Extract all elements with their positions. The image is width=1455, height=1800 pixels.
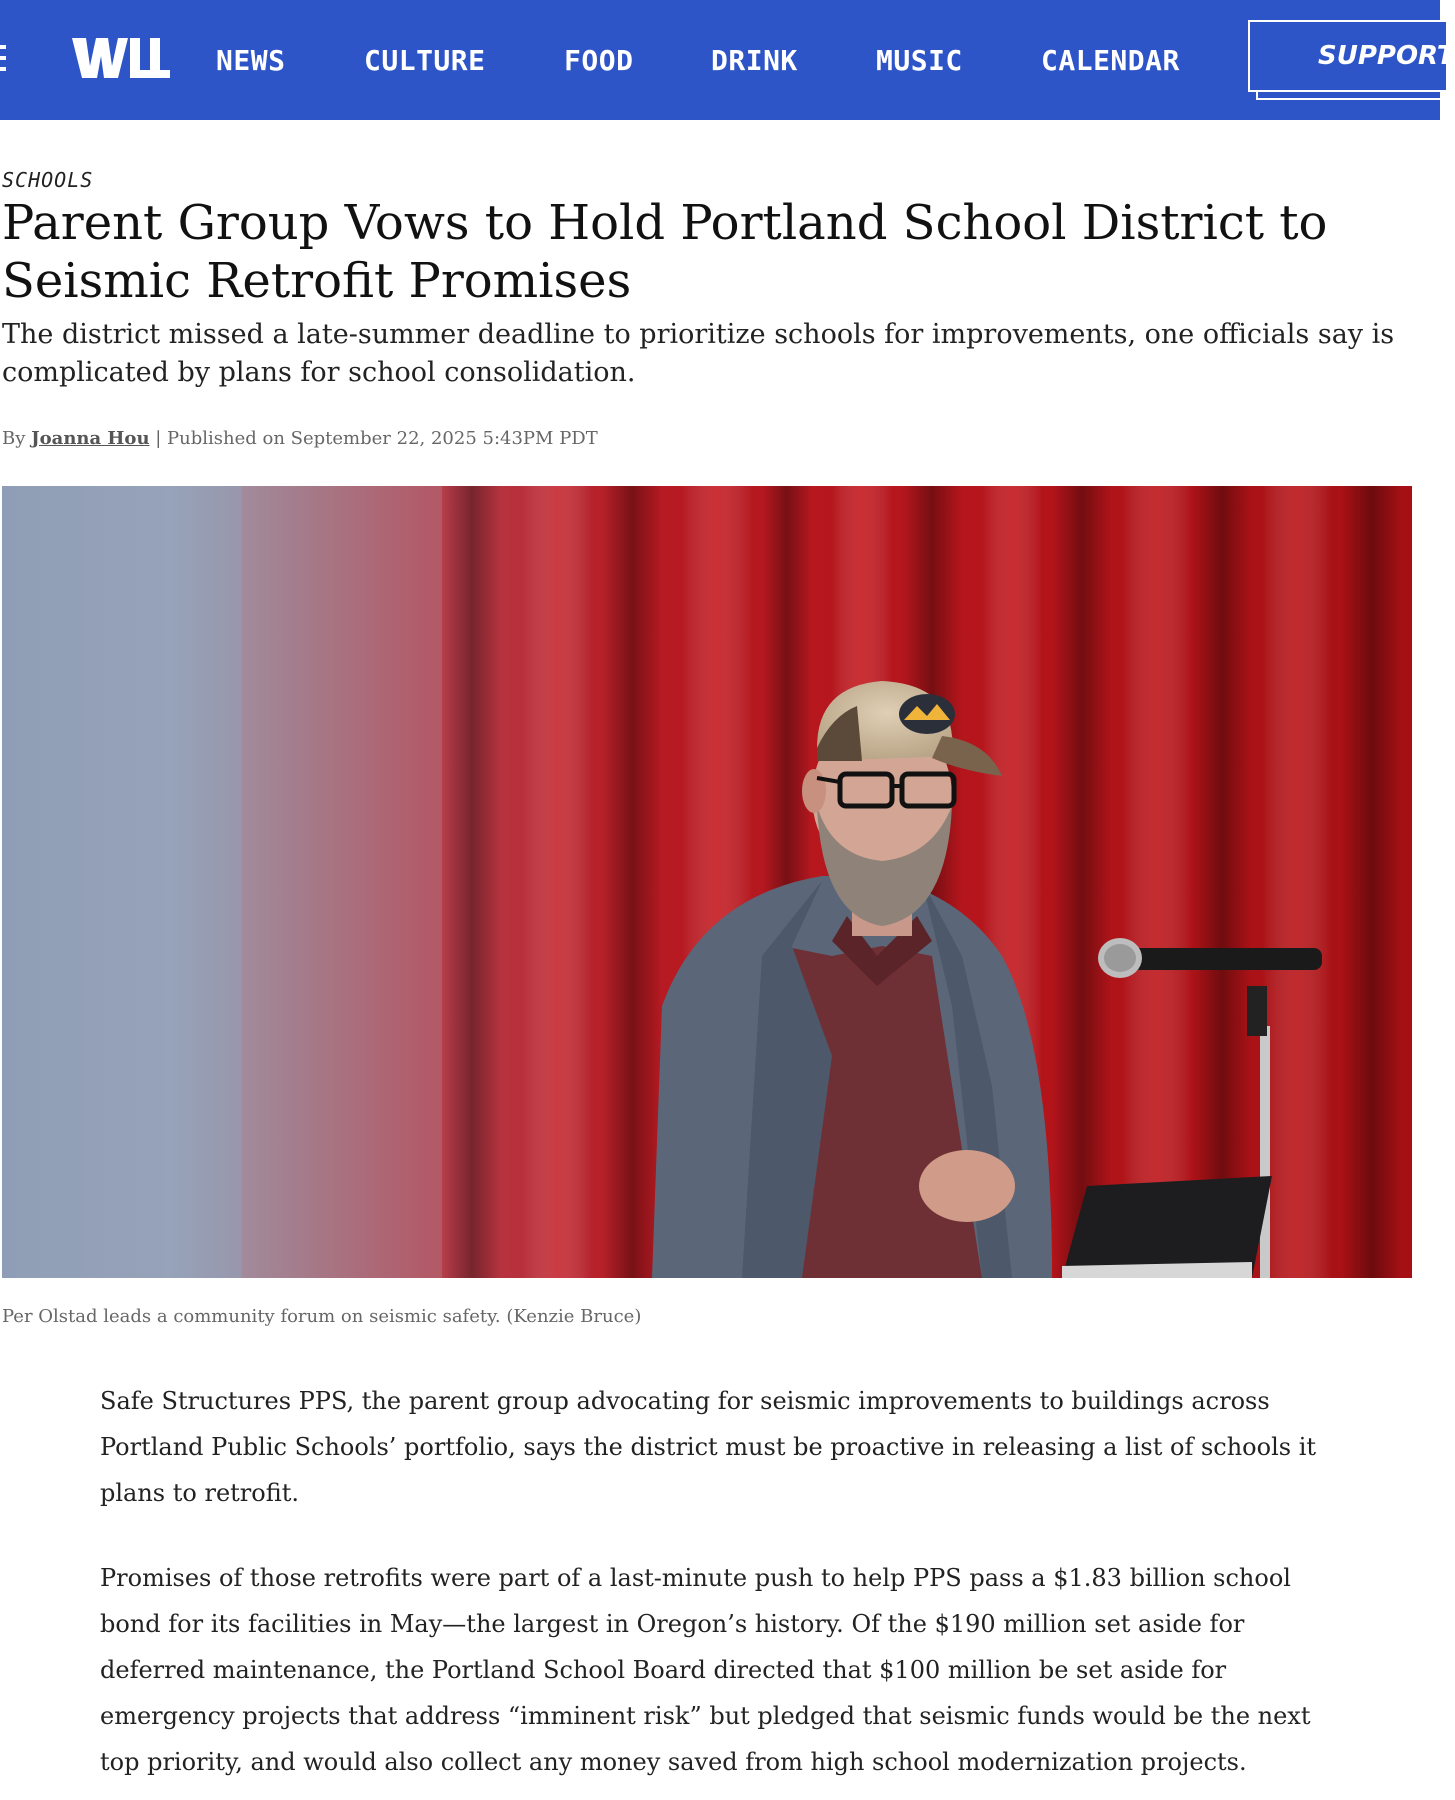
byline-prefix: By bbox=[2, 428, 26, 449]
nav-link-food[interactable]: FOOD bbox=[564, 44, 634, 77]
nav-link-drink[interactable]: DRINK bbox=[711, 44, 798, 77]
hero-image bbox=[2, 486, 1412, 1278]
byline bbox=[2, 428, 598, 449]
article-paragraph-2: Promises of those retrofits were part of a last-minute push to help PPS pass a $1.83 billion school bond for its facilities in May—the largest in Oregon’s history. Of the $190 million set aside for deferred maintenance, the Portland School Board directed that $100 million be set aside for emergency projects that address “imminent risk” but pledged that seismic funds would be the next top priority, and would also collect any money saved from high school modernization projects. bbox=[100, 1564, 1311, 1776]
nav-link-calendar[interactable]: CALENDAR bbox=[1041, 44, 1180, 77]
menu-icon[interactable] bbox=[0, 45, 8, 73]
site-header bbox=[0, 0, 1455, 120]
nav-link-news[interactable]: NEWS bbox=[216, 44, 286, 77]
section-label[interactable]: SCHOOLS bbox=[2, 168, 94, 192]
article-dek: The district missed a late-summer deadline to prioritize schools for improvements, one officials say is complicated by plans for school consolidation. bbox=[2, 319, 1395, 388]
nav-link-music[interactable]: MUSIC bbox=[876, 44, 963, 77]
logo[interactable] bbox=[70, 36, 170, 80]
publish-date: | Published on September 22, 2025 5:43PM PDT bbox=[155, 428, 598, 449]
support-button-shadow bbox=[1256, 92, 1446, 100]
nav-link-culture[interactable]: CULTURE bbox=[364, 44, 486, 77]
author-link[interactable]: Joanna Hou bbox=[31, 428, 150, 449]
svg-text:WW: WW bbox=[70, 36, 73, 37]
image-caption: Per Olstad leads a community forum on seismic safety. (Kenzie Bruce) bbox=[2, 1306, 642, 1327]
article-headline: Parent Group Vows to Hold Portland School District to Seismic Retrofit Promises bbox=[2, 195, 1328, 309]
article-paragraph-1: Safe Structures PPS, the parent group advocating for seismic improvements to buildings across Portland Public Schools’ portfolio, says the district must be proactive in releasing a list of schools it plans to retrofit. bbox=[100, 1387, 1317, 1507]
support-button[interactable]: SUPPORT bbox=[1248, 20, 1448, 92]
